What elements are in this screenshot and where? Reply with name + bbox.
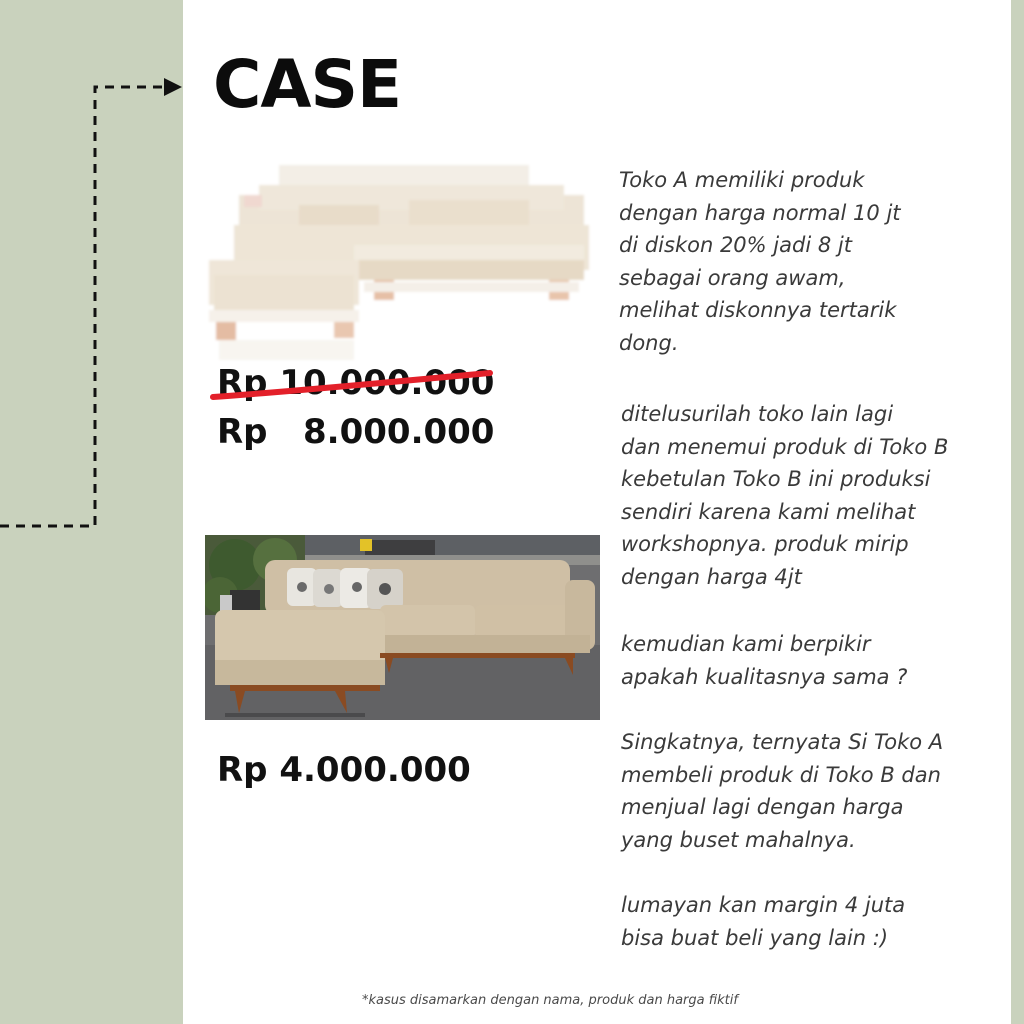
product-a-discount-price: Rp 8.000.000 [217, 412, 495, 452]
paragraph-margin: lumayan kan margin 4 juta bisa buat beli yang lain :) [621, 893, 906, 950]
footnote: *kasus disamarkan dengan nama, produk dan harga fiktif [362, 993, 738, 1008]
paragraph-conclusion: Singkatnya, ternyata Si Toko A membeli produk di Toko B dan menjual lagi dengan harga yang buset mahalnya. [621, 730, 944, 852]
page-title: CASE [213, 46, 402, 123]
dashed-arrow-icon [0, 0, 200, 540]
product-b-photo [205, 535, 600, 720]
product-a-blurred-image [204, 160, 594, 365]
product-a-old-price: Rp 10.000.000 [217, 363, 495, 403]
paragraph-toko-a: Toko A memiliki produk dengan harga normal 10 jt di diskon 20% jadi 8 jt sebagai orang awam, melihat diskonnya tertarik dong. [619, 168, 901, 355]
paragraph-toko-b: ditelusurilah toko lain lagi dan menemui produk di Toko B kebetulan Toko B ini produksi sendiri karena kami melihat workshopnya. produk mirip dengan harga 4jt [621, 402, 949, 589]
paragraph-quality-question: kemudian kami berpikir apakah kualitasnya sama ? [621, 632, 908, 689]
product-b-price: Rp 4.000.000 [217, 750, 471, 790]
price-strikethrough [210, 367, 495, 407]
